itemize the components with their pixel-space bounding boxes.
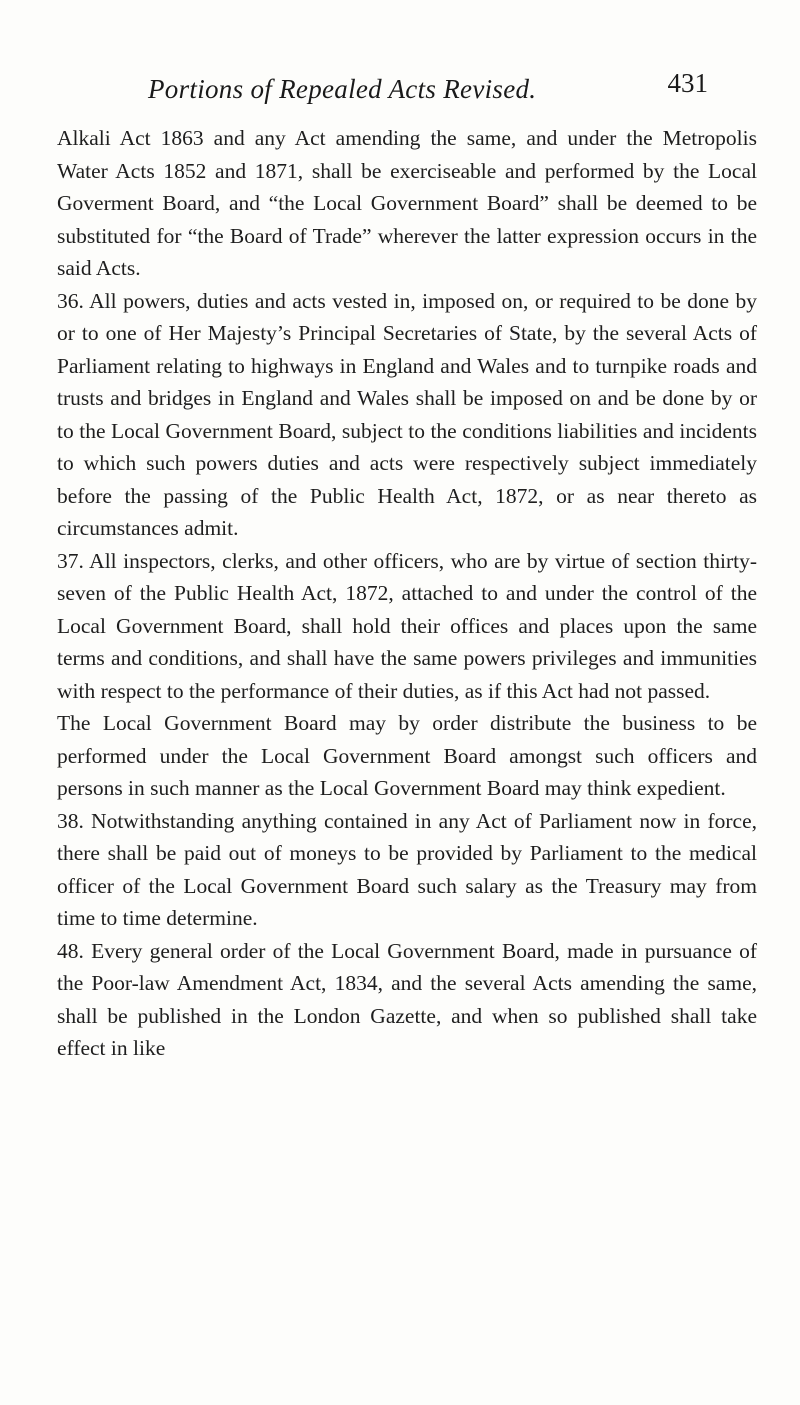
running-head: [148, 68, 708, 108]
paragraph-section-37: 37. All inspectors, clerks, and other officers, who are by virtue of section thirty-seven of the Public Health Act, 1872, attached to and under the control of the Local Government Board, shall hold their offices and places upon the same terms and conditions, and shall have the same powers privileges and immunities with respect to the performance of their duties, as if this Act had not passed.: [57, 548, 757, 703]
paragraph-alkali-act-continuation: Alkali Act 1863 and any Act amending the same, and under the Metropolis Water Acts 1852 and 1871, shall be exerciseable and performed by the Local Goverment Board, and “the Local Government Board” shall be deemed to be substituted for “the Board of Trade” wherever the latter expression occurs in the said Acts.: [57, 126, 757, 280]
paragraph-distribution-of-business: The Local Government Board may by order distribute the business to be performed under the Local Government Board amongst such officers and persons in such manner as the Local Government Board may think expedient.: [57, 711, 757, 800]
paragraph-section-36: 36. All powers, duties and acts vested in, imposed on, or required to be done by or to one of Her Majesty’s Principal Secretaries of State, by the several Acts of Parliament relating to highways in England and Wales and to turnpike roads and trusts and bridges in England and Wales shall be imposed on and be done by or to the Local Government Board, subject to the conditions liabilities and incidents to which such powers duties and acts were respectively subject immediately before the passing of the Public Health Act, 1872, or as near thereto as circumstances admit.: [57, 288, 757, 540]
page-number: 431: [667, 68, 708, 98]
paragraph-section-38: 38. Notwithstanding anything contained in any Act of Parliament now in force, there shall be paid out of moneys to be provided by Parliament to the medical officer of the Local Government Board such salary as the Treasury may from time to time determine.: [57, 808, 757, 930]
paragraph-section-48: 48. Every general order of the Local Government Board, made in pursuance of the Poor-law Amendment Act, 1834, and the several Acts amending the same, shall be published in the London Gazette, and when so published shall take effect in like: [57, 938, 757, 1060]
running-title: Portions of Repealed Acts Revised.: [148, 74, 537, 104]
body-text: [57, 122, 757, 1065]
